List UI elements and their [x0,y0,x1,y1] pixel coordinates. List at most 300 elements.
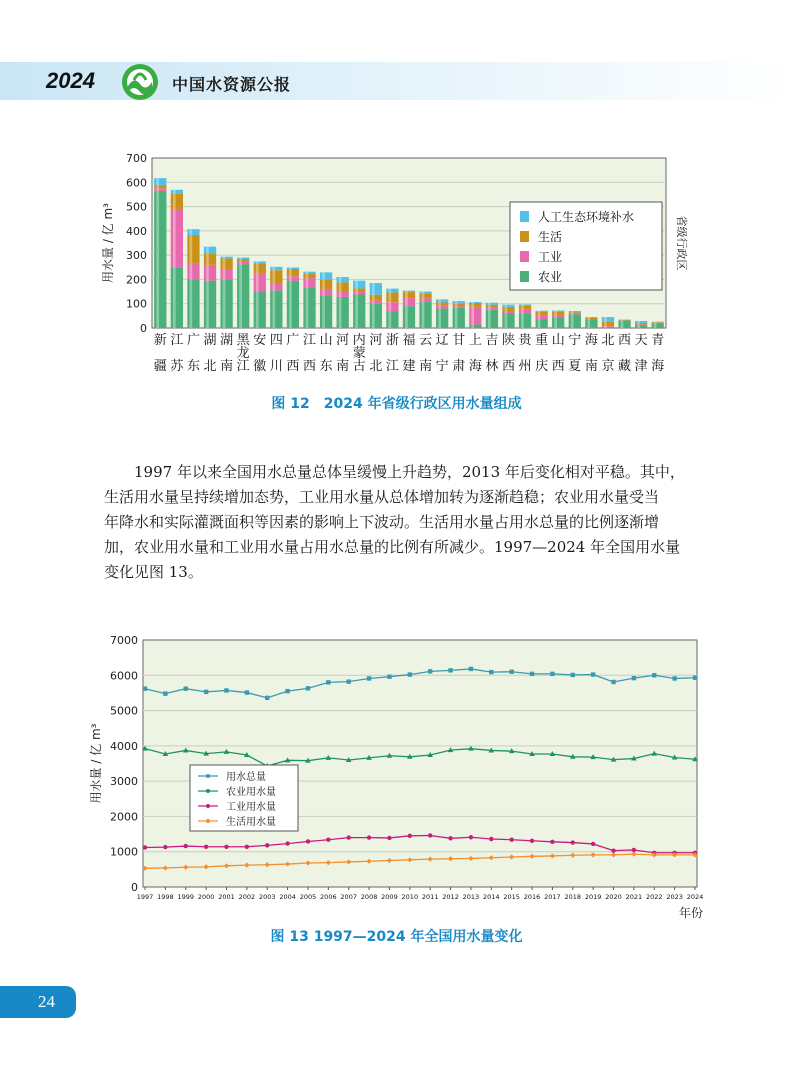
bar-highlight [621,320,624,328]
bar-highlight [422,301,425,328]
y-tick-label: 400 [126,224,147,238]
x-tick-label: 京 [601,359,615,374]
x-tick-label: 蒙 [352,346,366,361]
y-tick-label: 0 [131,881,138,894]
x-tick-label: 江 [170,333,184,348]
data-point [591,672,595,676]
data-point [265,843,269,847]
bar-highlight [538,320,541,329]
bar-segment [602,327,614,328]
data-point [489,670,493,674]
bar-highlight [654,322,657,323]
x-tick-label: 2002 [238,893,256,901]
data-point [428,833,432,837]
y-tick-label: 100 [126,297,147,311]
bar-highlight [173,209,176,267]
bar-highlight [388,311,391,328]
bar-highlight [521,304,524,305]
x-tick-label: 西 [286,359,300,374]
bar-segment [386,302,398,311]
x-tick-label: 新 [153,333,167,348]
bar-segment [353,292,365,295]
bar-highlight [223,259,226,270]
x-tick-label: 藏 [618,359,632,374]
data-point [571,673,575,677]
page-number-box [0,986,76,1018]
x-tick-label: 贵 [518,333,532,348]
bar-segment [154,178,166,185]
x-axis-label: 年份 [678,906,704,920]
bar-highlight [637,321,640,323]
bar-highlight [256,292,259,328]
bar-highlight [455,301,458,304]
legend-swatch [520,231,529,242]
x-tick-label: 广 [186,333,200,348]
bar-segment [536,316,548,320]
bar-highlight [239,262,242,264]
bar-segment [386,293,398,303]
x-tick-label: 2018 [564,893,582,901]
data-point [285,841,289,845]
bar-segment [569,312,581,313]
bar-highlight [339,282,342,292]
bar-highlight [604,327,607,328]
x-tick-label: 2005 [299,893,317,901]
bar-segment [204,253,216,265]
x-tick-label: 安 [253,333,267,348]
bar-highlight [471,302,474,303]
bar-highlight [256,261,259,263]
bar-segment [519,306,531,310]
bar-segment [569,311,581,312]
bar-segment [187,279,199,328]
bar-segment [453,306,465,307]
bar-highlight [272,284,275,291]
bar-highlight [256,273,259,291]
bar-segment [419,292,431,294]
data-point [285,689,289,693]
x-tick-label: 河 [369,333,383,348]
bar-segment [237,262,249,264]
bar-highlight [422,293,425,298]
x-tick-label: 1999 [177,893,195,901]
bar-segment [303,278,315,288]
bar-highlight [206,265,209,281]
bar-segment [552,317,564,328]
bar-segment [370,283,382,295]
y-tick-label: 600 [126,176,147,190]
data-point [163,845,167,849]
legend-swatch-marker [206,804,210,808]
bar-highlight [538,316,541,320]
bar-segment [337,292,349,297]
bar-highlight [156,188,159,190]
bar-highlight [322,290,325,295]
legend-swatch [520,211,529,222]
x-tick-label: 2022 [645,893,663,901]
bar-segment [353,288,365,291]
bar-highlight [322,272,325,279]
bar-segment [436,303,448,306]
x-tick-label: 2019 [584,893,602,901]
x-tick-label: 津 [634,359,648,374]
x-tick-label: 建 [402,359,416,374]
x-tick-label: 南 [419,359,433,374]
figure-12-chart [0,140,793,380]
legend-label: 工业 [538,250,563,264]
x-tick-label: 重 [535,333,549,348]
bar-segment [287,268,299,269]
bar-segment [486,307,498,309]
y-tick-label: 2000 [110,810,138,824]
x-tick-label: 四 [269,333,283,348]
x-tick-label: 西 [618,333,632,348]
x-tick-label: 林 [485,359,499,374]
x-tick-label: 北 [601,333,615,348]
data-point [408,834,412,838]
header-year: 2024 [46,68,95,93]
bar-highlight [422,298,425,301]
bar-highlight [488,310,491,328]
figure-12-caption: 图 12 2024 年省级行政区用水量组成 [271,396,522,412]
x-tick-label: 南 [584,359,598,374]
legend-label: 生活用水量 [226,817,276,828]
data-point [306,686,310,690]
bar-highlight [521,306,524,310]
bar-segment [453,307,465,328]
bar-highlight [173,190,176,194]
bar-segment [337,297,349,328]
bar-segment [220,259,232,270]
bar-highlight [654,323,657,328]
x-tick-label: 陕 [501,333,515,348]
bar-segment [403,306,415,328]
x-tick-label: 2001 [218,893,235,901]
bar-segment [519,310,531,314]
bar-highlight [405,298,408,306]
data-point [509,670,513,674]
bar-highlight [438,306,441,309]
bar-segment [220,257,232,259]
bar-segment [453,304,465,306]
x-tick-label: 西 [303,359,317,374]
bar-segment [337,282,349,292]
x-tick-label: 河 [336,333,350,348]
x-tick-label: 东 [186,359,200,374]
data-point [204,845,208,849]
x-tick-label: 云 [419,333,433,348]
data-point [571,840,575,844]
x-tick-label: 2013 [462,893,480,901]
x-tick-label: 湖 [203,333,217,348]
bar-segment [303,288,315,328]
bar-segment [469,303,481,307]
bar-highlight [355,292,358,295]
y-axis-label: 用水量 / 亿 m³ [89,723,103,804]
x-tick-label: 2016 [523,893,541,901]
x-tick-label: 湖 [220,333,234,348]
x-tick-label: 南 [336,359,350,374]
y-tick-label: 200 [126,273,147,287]
x-tick-label: 2009 [381,893,398,901]
bar-segment [237,259,249,262]
bar-highlight [256,263,259,273]
bar-segment [287,269,299,276]
x-tick-label: 江 [236,359,250,374]
data-point [530,672,534,676]
data-point [693,676,697,680]
bar-highlight [521,310,524,314]
bar-segment [635,325,647,326]
bar-highlight [289,276,292,280]
x-tick-label: 2023 [666,893,683,901]
y-tick-label: 6000 [110,669,138,683]
bar-segment [187,229,199,235]
x-tick-label: 疆 [153,359,167,374]
x-tick-label: 2015 [503,893,520,901]
bar-segment [237,264,249,328]
bar-segment [469,307,481,325]
paragraph-line: 1997 年以来全国用水总量总体呈缓慢上升趋势，2013 年后变化相对平稳。其中， [134,463,685,481]
data-point [143,845,147,849]
bar-highlight [604,317,607,322]
bar-highlight [405,306,408,328]
x-tick-label: 2004 [279,893,296,901]
data-point [265,696,269,700]
bar-highlight [438,303,441,306]
bar-highlight [190,235,193,264]
bar-highlight [223,280,226,328]
data-point [448,836,452,840]
body-paragraph [104,460,698,585]
data-point [591,842,595,846]
bar-highlight [438,299,441,302]
bar-segment [602,322,614,327]
bar-segment [635,323,647,325]
bar-highlight [156,178,159,185]
bar-highlight [488,303,491,305]
legend-swatch [520,271,529,282]
bar-segment [320,290,332,295]
bar-segment [204,281,216,328]
paragraph-line: 加，农业用水量和工业用水量占用水总量的比例有所减少。1997—2024 年全国用水量 [104,538,681,556]
bar-segment [436,306,448,309]
figure-13-chart [0,625,793,920]
bar-highlight [587,318,590,320]
x-tick-label: 江 [385,359,399,374]
data-point [428,669,432,673]
data-point [387,836,391,840]
bar-segment [154,191,166,328]
bar-segment [519,313,531,328]
bar-highlight [422,292,425,294]
bar-segment [635,321,647,323]
bar-segment [370,304,382,328]
y-tick-label: 5000 [110,704,138,718]
bar-highlight [571,312,574,313]
bar-highlight [637,323,640,325]
bar-segment [486,303,498,305]
bar-segment [486,310,498,328]
bar-highlight [206,253,209,265]
bar-segment [353,294,365,328]
bar-highlight [521,313,524,328]
bar-segment [486,305,498,308]
x-tick-label: 2011 [421,893,439,901]
bar-segment [419,301,431,328]
y-tick-label: 300 [126,249,147,263]
legend-swatch-marker [206,819,210,823]
bar-highlight [488,307,491,309]
bar-highlight [206,247,209,254]
bar-segment [585,318,597,320]
bar-segment [536,320,548,329]
x-tick-label: 2008 [360,893,378,901]
x-tick-label: 北 [369,359,383,374]
x-tick-label: 宁 [435,359,449,374]
bar-segment [403,292,415,298]
bar-highlight [505,307,508,311]
data-point [550,840,554,844]
bar-segment [436,299,448,302]
paragraph-line: 生活用水量呈持续增加态势，工业用水量从总体增加转为逐渐趋稳；农业用水量受当 [104,488,660,506]
bar-highlight [173,267,176,328]
legend-label: 工业用水量 [226,802,276,813]
bar-segment [287,281,299,328]
x-tick-label: 海 [584,333,598,348]
bar-segment [618,320,630,328]
x-tick-label: 青 [651,333,665,348]
bar-highlight [471,307,474,325]
bar-segment [536,311,548,312]
bar-segment [187,264,199,280]
bar-highlight [339,292,342,297]
bar-segment [204,265,216,281]
x-tick-label: 2000 [197,893,215,901]
bar-segment [220,269,232,279]
y-tick-label: 700 [126,152,147,165]
data-point [550,672,554,676]
bar-highlight [554,312,557,315]
x-tick-label: 1997 [136,893,154,901]
data-point [632,676,636,680]
bar-highlight [306,288,309,328]
bar-highlight [223,269,226,279]
bar-segment [171,190,183,194]
bar-segment [370,295,382,301]
bar-highlight [455,307,458,328]
bar-highlight [587,320,590,328]
bar-segment [187,235,199,264]
data-point [326,838,330,842]
bar-highlight [471,303,474,307]
bar-segment [403,298,415,306]
bar-highlight [173,194,176,209]
bar-segment [569,314,581,328]
data-point [224,688,228,692]
x-tick-label: 2020 [605,893,622,901]
x-tick-label: 天 [634,333,648,348]
x-tick-label: 山 [551,333,565,348]
x-tick-label: 2003 [258,893,276,901]
bar-highlight [455,306,458,307]
bar-highlight [538,311,541,312]
data-point [408,672,412,676]
bar-highlight [306,278,309,288]
bar-segment [254,263,266,273]
bar-segment [254,292,266,328]
bar-highlight [388,289,391,293]
bar-highlight [372,304,375,328]
paragraph-line: 年降水和实际灌溉面积等因素的影响上下波动。生活用水量占用水总量的比例逐渐增 [104,513,660,531]
bar-highlight [538,312,541,316]
bar-highlight [637,325,640,326]
bar-highlight [355,294,358,328]
data-point [306,839,310,843]
x-tick-label: 辽 [435,333,449,348]
x-tick-label: 庆 [535,359,549,374]
x-tick-label: 州 [518,359,532,374]
bar-segment [635,326,647,328]
bar-segment [220,280,232,328]
x-tick-label: 2010 [401,893,419,901]
y-tick-label: 4000 [110,739,138,753]
page-number: 24 [38,992,55,1011]
x-tick-label: 西 [501,359,515,374]
x-tick-label: 内 [352,333,366,348]
bar-highlight [190,279,193,328]
data-point [611,680,615,684]
x-tick-label: 海 [468,359,482,374]
data-point [245,845,249,849]
x-tick-label: 广 [286,333,300,348]
bar-segment [419,298,431,301]
bar-highlight [206,281,209,328]
legend-swatch [520,251,529,262]
x-tick-label: 山 [319,333,333,348]
bar-segment [270,284,282,291]
data-point [347,679,351,683]
data-point [224,845,228,849]
page-header [0,62,793,100]
y-tick-label: 500 [126,200,147,214]
data-point [245,690,249,694]
legend-swatch-marker [206,774,210,778]
data-point [509,838,513,842]
bar-segment [502,307,514,311]
bar-segment [585,320,597,328]
x-tick-label: 上 [468,333,482,348]
data-point [611,848,615,852]
bar-segment [386,289,398,293]
y-tick-label: 1000 [110,845,138,859]
bar-segment [652,322,664,323]
bar-highlight [289,269,292,276]
bar-segment [237,258,249,259]
bar-segment [204,247,216,254]
data-point [184,686,188,690]
bar-highlight [637,326,640,328]
bar-segment [254,273,266,291]
bar-highlight [322,280,325,290]
bar-highlight [488,305,491,308]
data-point [367,835,371,839]
bar-highlight [505,313,508,328]
bar-highlight [505,305,508,307]
x-tick-label: 吉 [485,333,499,348]
bar-highlight [322,295,325,328]
x-tick-label: 2024 [686,893,704,901]
